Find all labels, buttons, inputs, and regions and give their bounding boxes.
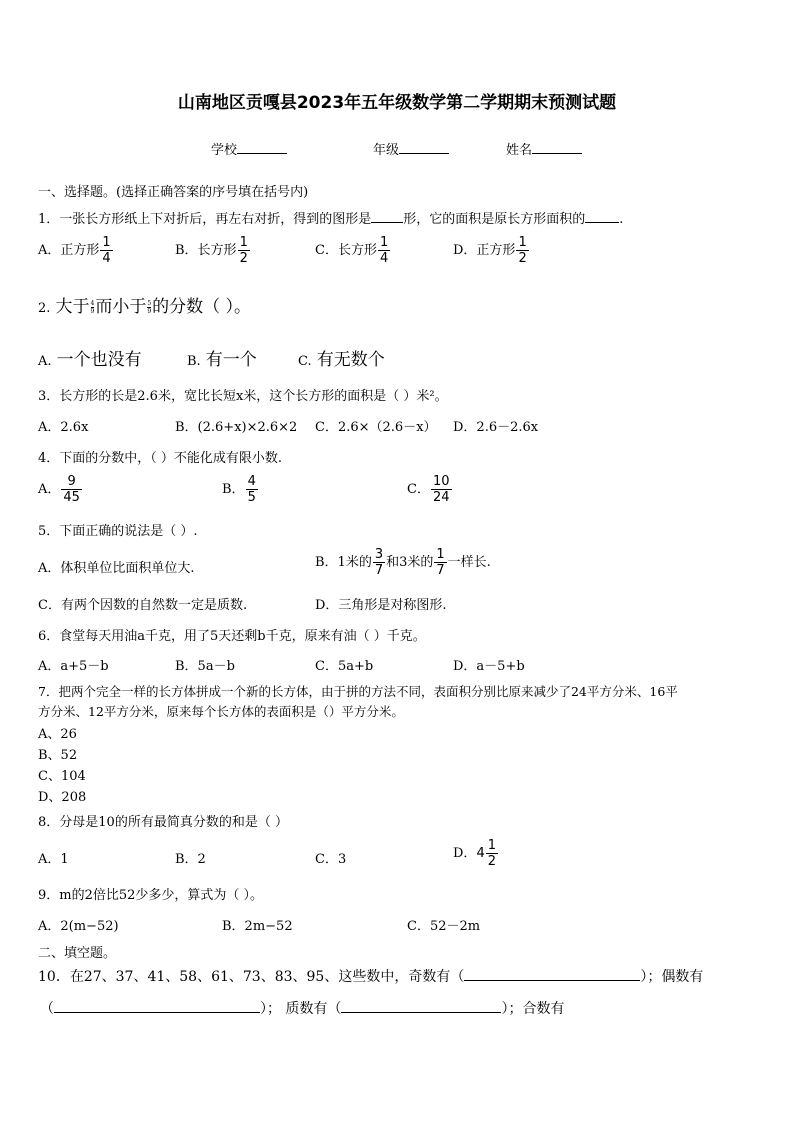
school-label: 学校 (211, 143, 238, 158)
numerator: 4 (247, 474, 256, 489)
q1-option-a-label: A．正方形 (38, 243, 100, 258)
q3-option-c[interactable]: C．2.6×（2.6－x） (315, 420, 437, 435)
q2-option-a-letter: A. (38, 354, 52, 369)
denominator: 9 (147, 308, 152, 315)
denominator: 24 (432, 490, 450, 505)
q10-odd-blank[interactable] (464, 968, 640, 981)
q8-option-d-mixed-number (476, 838, 499, 869)
q2-number: 2. (38, 301, 51, 316)
q2-option-a-text: 一个也没有 (56, 350, 142, 370)
q1-option-c[interactable] (315, 235, 391, 266)
numerator: 1 (379, 235, 389, 250)
q9-option-a[interactable]: A．2(m−52) (38, 919, 119, 934)
denominator: 2 (487, 854, 496, 869)
q10-line1 (38, 966, 703, 986)
q2-text-b: 而小于 (95, 297, 147, 317)
q1-text-a: 1．一张长方形纸上下对折后，再左右对折，得到的图形是 (38, 212, 372, 227)
numerator: 4 (90, 300, 95, 307)
q1-option-b-label: B．长方形 (175, 243, 237, 258)
q10-prime-blank[interactable] (341, 1000, 501, 1013)
q4-option-a[interactable] (38, 474, 83, 505)
denominator: 9 (90, 308, 95, 315)
q9-option-b[interactable]: B．2m−52 (222, 919, 293, 934)
q2-text-c: 的分数（ ）。 (152, 297, 252, 317)
q10-text-e: ）；合数有 (501, 1001, 565, 1017)
q2-fraction-2 (147, 300, 151, 315)
q2-option-b[interactable] (187, 345, 257, 370)
q2-fraction-1 (91, 300, 95, 315)
name-label: 姓名 (506, 143, 533, 158)
q5-option-a[interactable]: A．体积单位比面积单位大. (38, 561, 195, 576)
q2-text-a: 大于 (55, 297, 90, 317)
q7-stem-line1: 7．把两个完全一样的长方体拼成一个新的长方体，由于拼的方法不同，表面积分别比原来减少了24平方分米、16平 (38, 684, 678, 699)
q1-option-a[interactable] (38, 235, 114, 266)
q4-option-a-label: A． (38, 482, 61, 497)
denominator: 2 (518, 251, 527, 266)
numerator: 10 (432, 474, 450, 489)
q5-option-b-text-2: 和3米的 (386, 555, 434, 570)
name-blank[interactable] (532, 141, 582, 154)
q8-stem: 8．分母是10的所有最简真分数的和是（ ） (38, 815, 288, 830)
denominator: 4 (379, 251, 389, 266)
q8-option-d[interactable] (453, 838, 499, 869)
numerator: 1 (239, 235, 248, 250)
q5-option-b-fraction-2 (434, 547, 446, 578)
q6-option-a[interactable]: A．a+5－b (38, 659, 109, 674)
q7-option-c[interactable]: C、104 (38, 769, 86, 784)
q7-option-d[interactable]: D、208 (38, 790, 87, 805)
q6-option-d[interactable]: D．a－5+b (453, 659, 525, 674)
q6-option-c[interactable]: C．5a+b (315, 659, 374, 674)
grade-label: 年级 (373, 143, 400, 158)
q6-stem: 6．食堂每天用油a千克，用了5天还剩b千克，原来有油（ ）千克。 (38, 629, 426, 644)
q5-option-c[interactable]: C．有两个因数的自然数一定是质数. (38, 598, 248, 613)
q1-stem (38, 208, 623, 227)
q3-option-a[interactable]: A．2.6x (38, 420, 89, 435)
q6-option-b[interactable]: B．5a－b (175, 659, 235, 674)
numerator: 1 (487, 838, 496, 853)
q4-stem: 4．下面的分数中，（ ）不能化成有限小数. (38, 451, 283, 466)
q1-option-c-fraction (378, 235, 390, 266)
q4-option-b-fraction (246, 474, 258, 505)
grade-field (373, 139, 449, 158)
q5-stem: 5．下面正确的说法是（ ）. (38, 524, 198, 539)
q4-option-c-fraction (431, 474, 452, 505)
q4-option-c-label: C． (407, 482, 430, 497)
school-blank[interactable] (237, 141, 287, 154)
whole-part: 4 (476, 846, 485, 861)
denominator: 4 (102, 251, 111, 266)
grade-blank[interactable] (399, 141, 449, 154)
numerator: 1 (102, 235, 111, 250)
page-title: 山南地区贡嘎县2023年五年级数学第二学期期末预测试题 (177, 93, 617, 113)
q3-stem: 3．长方形的长是2.6米，宽比长短x米，这个长方形的面积是（ ）米²。 (38, 389, 448, 404)
q3-option-d[interactable]: D．2.6－2.6x (453, 420, 539, 435)
name-field (506, 139, 582, 158)
q10-text-d: ）； 质数有（ (260, 1001, 342, 1017)
q7-stem-line2: 方分米、12平方分米，原来每个长方体的表面积是（）平方分米。 (38, 704, 404, 719)
q2-option-c-text: 有无数个 (316, 350, 385, 370)
denominator: 7 (436, 563, 445, 578)
denominator: 5 (247, 490, 256, 505)
q8-option-a[interactable]: A．1 (38, 852, 69, 867)
numerator: 1 (436, 547, 445, 562)
q5-option-b-text-3: 一样长. (447, 555, 491, 570)
q4-option-b[interactable] (222, 474, 259, 505)
q2-stem (38, 292, 251, 317)
denominator: 7 (374, 563, 384, 578)
q10-even-blank[interactable] (54, 1000, 260, 1013)
q10-text-b: ）；偶数有 (640, 969, 704, 985)
numerator: 3 (374, 547, 384, 562)
q10-text-a: 10．在27、37、41、58、61、73、83、95、这些数中，奇数有（ (38, 969, 465, 985)
q2-option-b-letter: B. (187, 354, 201, 369)
section1-heading: 一、选择题。(选择正确答案的序号填在括号内) (38, 185, 309, 200)
q2-option-c[interactable] (298, 345, 385, 370)
q4-option-b-label: B． (222, 482, 245, 497)
q1-option-b-fraction (238, 235, 250, 266)
q2-option-b-text: 有一个 (205, 350, 257, 370)
q1-option-b[interactable] (175, 235, 251, 266)
q1-text-b: 形，它的面积是原长方形面积的 (403, 212, 586, 227)
numerator: 1 (518, 235, 527, 250)
q9-stem: 9．m的2倍比52少多少，算式为（ ）。 (38, 888, 264, 903)
q8-option-c[interactable]: C．3 (315, 852, 347, 867)
denominator: 45 (63, 490, 80, 505)
q5-option-b-text-1: B．1米的 (315, 555, 372, 570)
school-field (211, 139, 287, 158)
q1-blank-1[interactable] (371, 210, 403, 223)
q3-option-b[interactable]: B．(2.6+x)×2.6×2 (175, 420, 298, 435)
q9-option-c[interactable]: C．52－2m (407, 919, 481, 934)
q1-blank-2[interactable] (585, 210, 619, 223)
q7-option-b[interactable]: B、52 (38, 748, 78, 763)
q4-option-a-fraction (61, 474, 82, 505)
q5-option-b[interactable] (315, 547, 491, 578)
q1-option-d[interactable] (453, 235, 530, 266)
q4-option-c[interactable] (407, 474, 453, 505)
q2-option-a[interactable] (38, 345, 142, 370)
q1-option-c-label: C．长方形 (315, 243, 377, 258)
numerator: 9 (67, 474, 76, 489)
q10-text-c: （ (40, 1001, 54, 1017)
q5-option-b-fraction-1 (373, 547, 385, 578)
numerator: 5 (147, 300, 152, 307)
q1-option-a-fraction (100, 235, 112, 266)
q7-option-a[interactable]: A、26 (38, 727, 77, 742)
q2-option-c-letter: C. (298, 354, 312, 369)
q1-text-c: . (619, 212, 624, 227)
q8-option-b[interactable]: B．2 (175, 852, 206, 867)
q10-line2 (40, 998, 564, 1018)
q5-option-d[interactable]: D．三角形是对称图形. (315, 598, 447, 613)
q8-option-d-label: D． (453, 846, 477, 861)
q1-option-d-label: D．正方形 (453, 243, 516, 258)
section2-heading: 二、填空题。 (38, 946, 117, 961)
denominator: 2 (239, 251, 248, 266)
q1-option-d-fraction (516, 235, 528, 266)
